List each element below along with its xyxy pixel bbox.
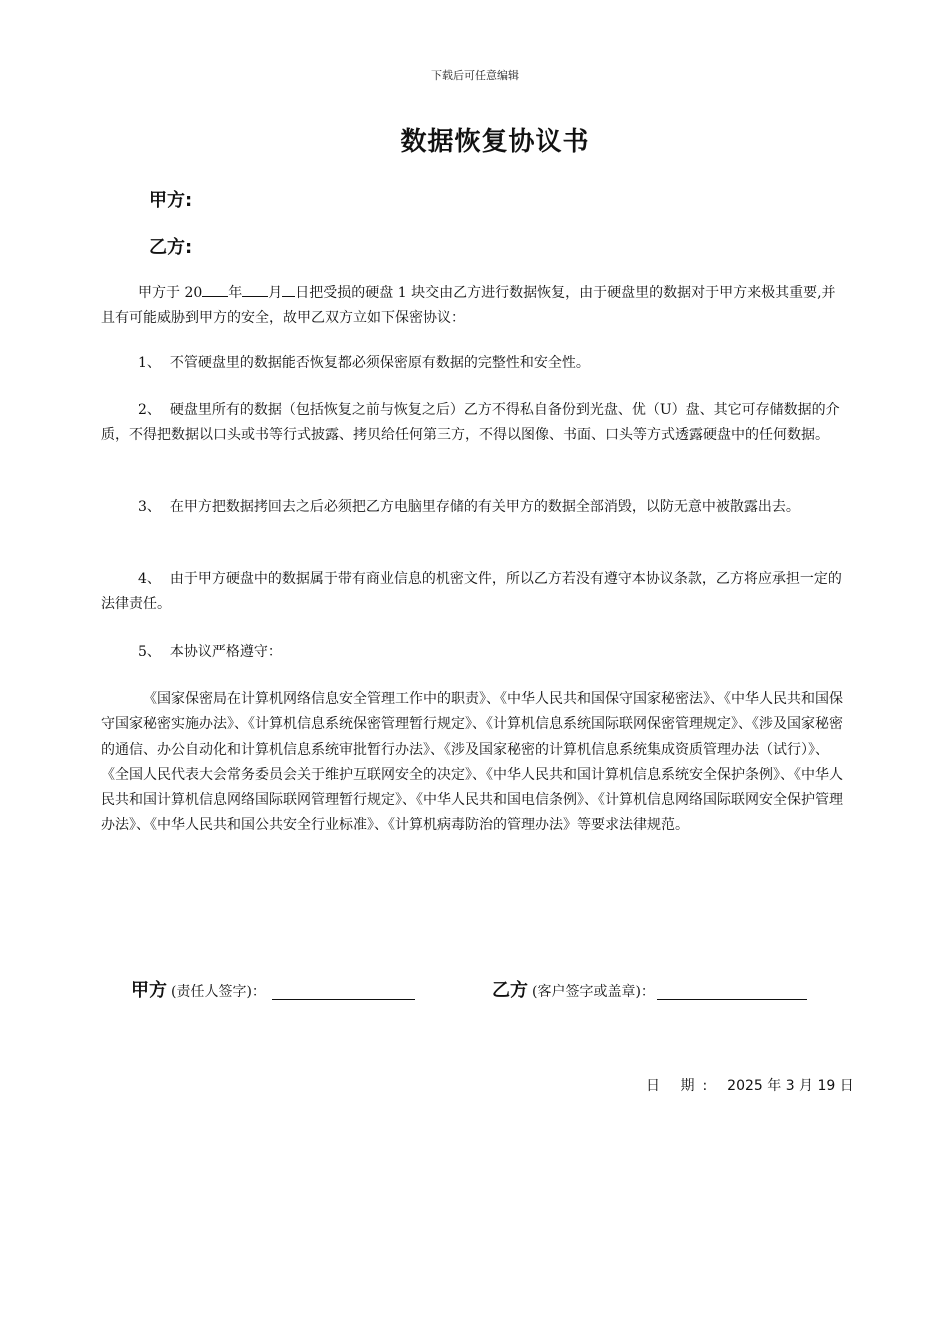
clause-number: 4、 bbox=[138, 571, 161, 587]
party-b-signature-line[interactable] bbox=[657, 981, 807, 1000]
document-title: 数据恢复协议书 bbox=[400, 127, 590, 157]
date-label: 日 期: bbox=[646, 1078, 716, 1094]
clause-text: 本协议严格遵守： bbox=[169, 644, 282, 660]
clause-text: 由于甲方硬盘中的数据属于带有商业信息的机密文件，所以乙方若没有遵守本协议条款，乙方将应承担一定的法律责任。 bbox=[101, 571, 842, 612]
party-b-signature-label: 乙方 bbox=[492, 980, 528, 1001]
clause-1 bbox=[101, 351, 849, 376]
clause-number: 1、 bbox=[138, 355, 161, 371]
party-a-signature-line[interactable] bbox=[272, 981, 415, 1000]
year-blank[interactable] bbox=[202, 282, 228, 297]
clause-number: 3、 bbox=[138, 499, 161, 515]
laws-paragraph: 《国家保密局在计算机网络信息安全管理工作中的职责》、《中华人民共和国保守国家秘密法》、《中华人民共和国保守国家秘密实施办法》、《计算机信息系统保密管理暂行规定》、《计算机信息系统国际联网保密管理规定》、《涉及国家秘密的通信、办公自动化和计算机信息系统审批暂行办法》、《涉及国家秘密的计算机信息系统集成资质管理办法（试行）》、《全国人民代表大会常务委员会关于维护互联网安全的决定》、《中华人民共和国计算机信息系统安全保护条例》、《中华人民共和国计算机信息网络国际联网管理暂行规定》、《中华人民共和国电信条例》、《计算机信息网络国际联网安全保护管理办法》、《中华人民共和国公共安全行业标准》、《计算机病毒防治的管理办法》等要求法律规范。 bbox=[101, 691, 843, 834]
clause-number: 5、 bbox=[138, 644, 161, 660]
clause-text: 不管硬盘里的数据能否恢复都必须保密原有数据的完整性和安全性。 bbox=[169, 355, 590, 371]
intro-paragraph bbox=[101, 281, 849, 331]
party-a-signature-note: (责任人签字)： bbox=[171, 984, 266, 1000]
clause-2 bbox=[101, 398, 849, 448]
party-a-label: 甲方: bbox=[149, 190, 193, 211]
party-b-signature-note: (客户签字或盖章)： bbox=[532, 984, 655, 1000]
party-b-label: 乙方: bbox=[149, 237, 193, 258]
clause-4 bbox=[101, 567, 849, 617]
clause-text: 硬盘里所有的数据（包括恢复之前与恢复之后）乙方不得私自备份到光盘、优（U）盘、其它可存储数据的介质，不得把数据以口头或书等行式披露、拷贝给任何第三方，不得以图像、书面、口头等方式透露硬盘中的任何数据。 bbox=[101, 402, 840, 443]
signature-row bbox=[131, 976, 851, 1006]
intro-part-2: 年 bbox=[228, 285, 243, 301]
date-value: 2025 年 3 月 19 日 bbox=[727, 1078, 854, 1094]
month-blank[interactable] bbox=[242, 282, 268, 297]
clause-number: 2、 bbox=[138, 402, 161, 418]
intro-part-1: 甲方于 20 bbox=[138, 285, 203, 301]
clause-text: 在甲方把数据拷回去之后必须把乙方电脑里存储的有关甲方的数据全部消毁，以防无意中被散露出去。 bbox=[169, 499, 800, 515]
party-b-signature bbox=[492, 976, 807, 1002]
intro-part-3: 月 bbox=[268, 285, 283, 301]
party-a-signature-label: 甲方 bbox=[131, 980, 167, 1001]
clause-3 bbox=[101, 495, 849, 520]
day-blank[interactable] bbox=[282, 282, 295, 297]
header-note: 下载后可任意编辑 bbox=[431, 69, 519, 82]
intro-part-4: 日把受损的硬盘 1 块交由乙方进行数据恢复，由于硬盘里的数据对于甲方来极其重要,并且有可能威胁到甲方的安全，故甲乙双方立如下保密协议： bbox=[101, 285, 836, 326]
date-row bbox=[646, 1075, 854, 1095]
party-a-signature bbox=[131, 976, 415, 1002]
clause-5 bbox=[101, 640, 849, 665]
